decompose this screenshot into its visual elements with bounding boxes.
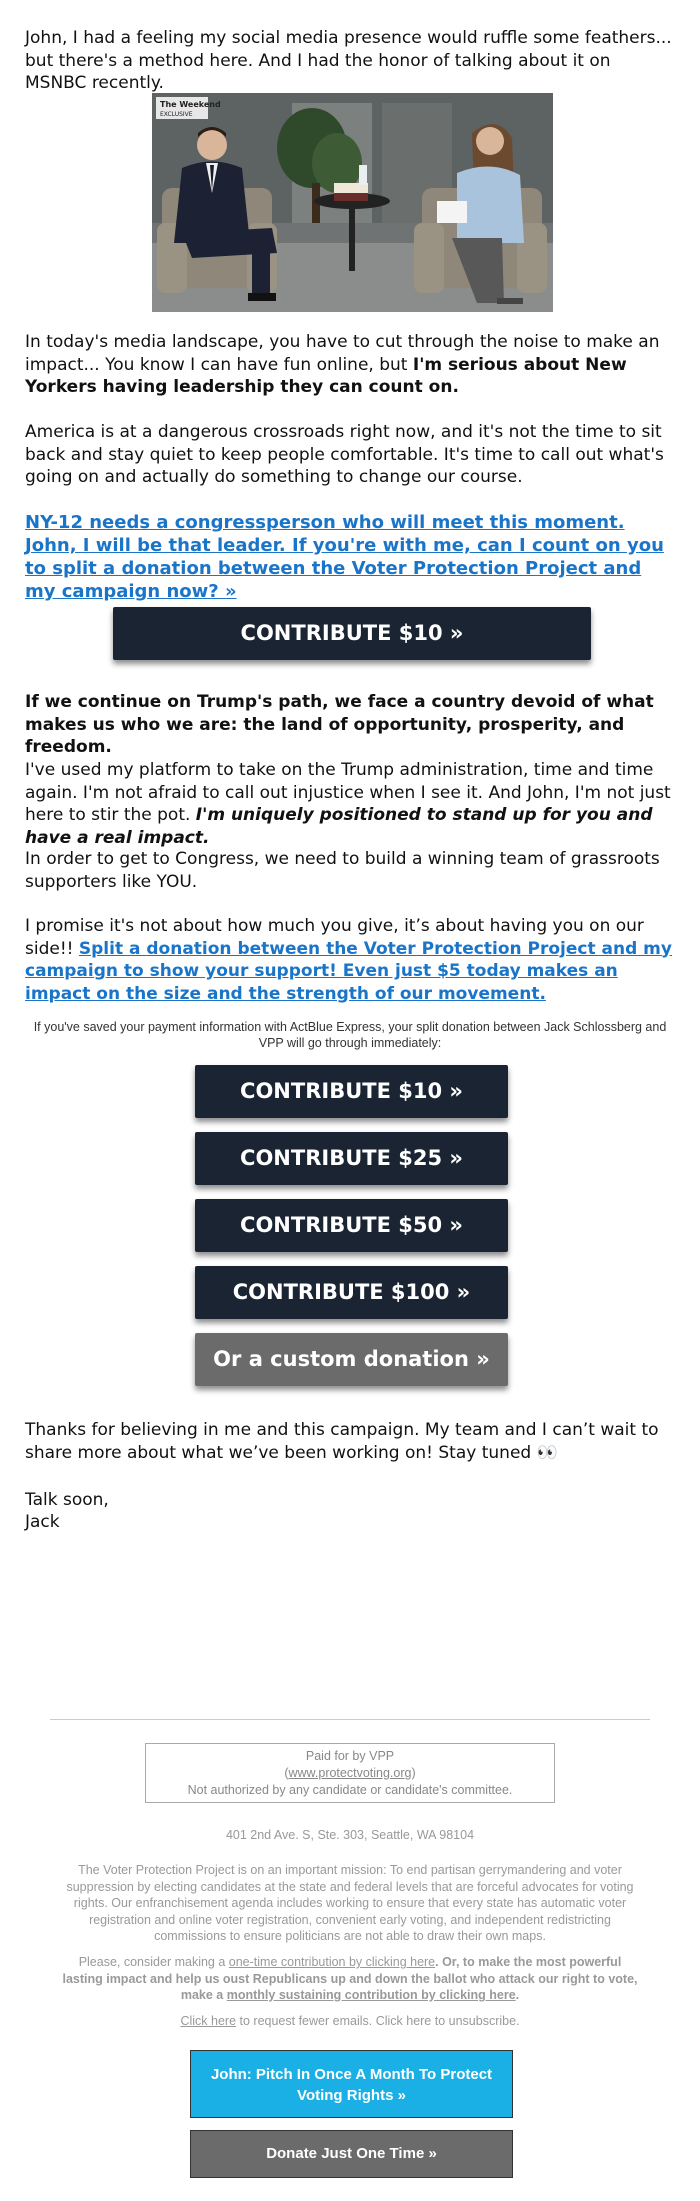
para8-text: I promise it's not about how much you give, it’s about having you on our side!! <box>25 916 644 959</box>
unsubscribe-text: to request fewer emails. Click here to unsubscribe. <box>236 2014 520 2028</box>
ny12-link-paragraph <box>25 511 675 603</box>
monthly-link[interactable]: monthly sustaining contribution by clicking here <box>226 1988 516 2002</box>
para2-bold: I'm serious about New Yorkers having leadership they can count on. <box>25 354 627 397</box>
contribute-10-button[interactable]: CONTRIBUTE $10 » <box>195 1065 508 1118</box>
split-donation-link[interactable]: NY-12 needs a congressperson who will meet this moment. John, I will be that leader. If you're with me, can I count on you to split a donation between the Voter Protection Project and my campaign now? » <box>25 512 664 602</box>
footer-address: 401 2nd Ave. S, Ste. 303, Seattle, WA 98104 <box>225 1828 475 1842</box>
donate-one-time-button[interactable]: Donate Just One Time » <box>190 2130 513 2178</box>
contribute-25-button[interactable]: CONTRIBUTE $25 » <box>195 1132 508 1185</box>
custom-donation-button[interactable]: Or a custom donation » <box>195 1333 508 1386</box>
one-time-link[interactable]: one-time contribution by clicking here <box>228 1955 436 1969</box>
contribute-10-main-button[interactable]: CONTRIBUTE $10 » <box>113 607 591 660</box>
footer-mission: The Voter Protection Project is on an important mission: To end partisan gerrymandering and voter suppression by electing candidates at the state and federal levels that are forceful advocates for voting rights. Our enfranchisement agenda includes working to ensure that every state has automatic voter registration and online voter registration, convenient early voting, and independent redistricting commissions to ensure politicians are not able to draw their own maps. <box>66 1863 634 1943</box>
media-landscape-paragraph <box>25 331 675 399</box>
fewer-emails-link[interactable]: Click here <box>180 2014 237 2028</box>
disclaimer-box <box>145 1743 555 1803</box>
platform-paragraph <box>25 759 675 849</box>
consider-end: . <box>515 1988 520 2002</box>
promise-paragraph <box>25 915 675 1005</box>
interview-illustration <box>152 93 553 312</box>
para2-text: In today's media landscape, you have to cut through the noise to make an impact... You know I can have fun online, but <box>25 332 660 375</box>
consider-bold: . Or, to make the most powerful lasting impact and help us oust Republicans up and down the ballot who attack our right to vote, make a <box>62 1955 638 2002</box>
footer-unsubscribe <box>60 2013 640 2030</box>
contribute-100-button[interactable]: CONTRIBUTE $100 » <box>195 1266 508 1319</box>
thanks-paragraph: Thanks for believing in me and this campaign. My team and I can’t wait to share more about what we’ve been working on! Stay tuned 👀 <box>25 1420 659 1463</box>
website-link[interactable]: www.protectvoting.org <box>288 1766 412 1780</box>
contribute-50-button[interactable]: CONTRIBUTE $50 » <box>195 1199 508 1252</box>
para6-text: I've used my platform to take on the Trump administration, time and time again. I'm not afraid to call out injustice when I see it. And John, I'm not just here to stir the pot. <box>25 760 671 825</box>
crossroads-paragraph: America is at a dangerous crossroads right now, and it's not the time to sit back and stay quiet to keep people comfortable. It's time to call out what's going on and actually do something to change our course. <box>25 422 664 487</box>
logo-subtext: EXCLUSIVE <box>160 111 193 118</box>
signature: Jack <box>25 1512 60 1532</box>
actblue-express-note: If you've saved your payment information with ActBlue Express, your split donation between Jack Schlossberg and VPP will go through immediately: <box>33 1020 667 1050</box>
consider-text: Please, consider making a <box>78 1955 229 1969</box>
intro-paragraph: John, I had a feeling my social media presence would ruffle some feathers... but there's a method here. And I had the honor of talking about it on MSNBC recently. <box>25 28 672 93</box>
not-authorized: Not authorized by any candidate or candidate's committee. <box>187 1783 513 1797</box>
split-donation-link-2[interactable]: Split a donation between the Voter Protection Project and my campaign to show your support! Even just $5 today makes an impact on the size and the strength of our movement. <box>25 938 672 1004</box>
logo-text: The Weekend <box>160 100 221 109</box>
footer-consider <box>60 1954 640 2004</box>
grassroots-paragraph: In order to get to Congress, we need to build a winning team of grassroots supporters like YOU. <box>25 849 660 892</box>
monthly-pitch-button[interactable]: John: Pitch In Once A Month To Protect Voting Rights » <box>190 2050 513 2118</box>
website-line: (www.protectvoting.org) <box>284 1766 416 1780</box>
trump-path-paragraph: If we continue on Trump's path, we face a country devoid of what makes us who we are: the land of opportunity, prosperity, and freedom. <box>25 692 654 757</box>
footer-divider <box>50 1719 650 1720</box>
paid-by: Paid for by VPP <box>305 1749 395 1763</box>
msnbc-interview-photo[interactable] <box>152 93 553 312</box>
signoff-line: Talk soon, <box>25 1490 109 1510</box>
para6-emphasis: I'm uniquely positioned to stand up for you and have a real impact. <box>25 805 653 848</box>
